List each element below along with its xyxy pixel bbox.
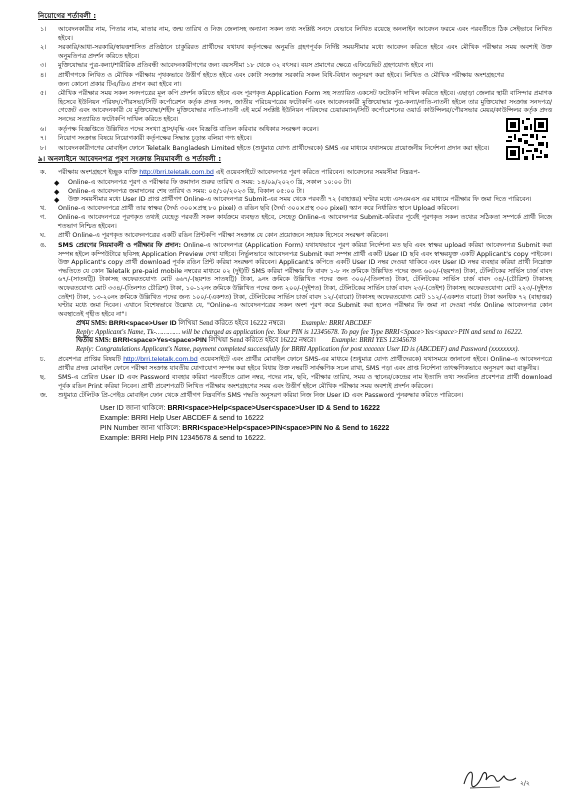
condition-item: ৫। মৌখিক পরীক্ষার সময় সকল সনদপত্রের মূল কপি প্রদর্শন করিতে হইবে এবং পূরণকৃত Application Form সহ সত্যায়িত একসেট ফটোকপি দাখিল করিতে হইবে। এছাড়া জেলার স্থায়ী বাসিন্দার প্রমাণক হিসেবে ইউনিয়ন পরিষদ/পৌরসভা/সিটি কর্পোরেশন কর্তৃক প্রদত্ত সনদ, জাতীয় পরিচয়পত্রের ফটোকপি এবং আবেদনকারী মুক্তিযোদ্ধার পুত্র-কন্যা/নাতি-নাতনী হইলে তার মুক্তিযোদ্ধা সংক্রান্ত সনদপত্র/গেজেট এবং আবেদনকারী যে মুক্তিযোদ্ধা/শহীদ মুক্তিযোদ্ধার নাতি-নাতনী এই মর্মে সংশ্লিষ্ট ইউনিয়ন পরিষদের চেয়ারম্যান/সিটি কর্পোরেশনের ওয়ার্ড কাউন্সিলর/পৌরসভার মেয়র/কাউন্সিলর কর্তৃক প্রদত্ত সনদের সত্যায়িত ফটোকপি দাখিল করিতে হইবে।: [40, 90, 552, 123]
condition-item: ৩। মুক্তিযোদ্ধার পুত্র-কন্যা/শারীরিক প্রতিবন্ধী আবেদনকারীগণের জন্য বয়সসীমা ১৮ থেকে ৩২ বৎসর। বয়স প্রমাণের ক্ষেত্রে এফিডেভিট গ্রহণযোগ্য হইবে না।: [40, 62, 434, 70]
first-sms: প্রথম SMS: BRRI<space>User ID লিখিয়া Send করিতে হইবে 16222 নম্বরে। Example: BRRI ABCDEF: [76, 320, 372, 328]
online-item-ga: গ. Online-এ আবেদনপত্রে পূরণকৃত তথ্যই যেহেতু পরবর্তী সকল কার্যক্রমে ব্যবহৃত হইবে, সেহেতু Online-এ আবেদনপত্র Submit-করিবার পূর্বেই পূরণকৃত সকল তথ্যের সঠিকতা সম্পর্কে প্রার্থী নিজে শতভাগ নিশ্চিত হইবেন।: [40, 214, 552, 230]
signature: [460, 764, 520, 792]
condition-item: ১। আবেদনকারীর নাম, পিতার নাম, মাতার নাম, জন্ম তারিখ ও নিজ জেলাসহ অন্যান্য সকল তথ্য সংশ্লিষ্ট সনদে যেভাবে লিখিত রয়েছে অনলাইন আবেদন ফরমে এবং পরবর্তীতে ঠিক সেইভাবে লিখিত হইবে।: [40, 26, 552, 42]
online-item-uma: ঙ. SMS প্রেরণের নিয়মাবলী ও পরীক্ষার ফি প্রদান: Online-এ আবেদনপত্র (Application Form) যথাযথভাবে পূরণ করিয়া নির্দেশনা মত ছবি এবং স্বাক্ষর upload করিয়া আবেদনপত্র Submit করা সম্পন্ন হইলে কম্পিউটারে ছবিসহ Application Preview দেখা যাইবে। নির্ভুলভাবে আবেদনপত্র Submit করা সম্পন্ন প্রার্থী একটি User ID ছবি এবং স্বাক্ষরযুক্ত একটি Applicant's copy পাইবেন। উক্ত Applicant's copy প্রার্থী download পূর্বক রঙিন প্রিন্ট করিয়া সংরক্ষণ করিবেন। Applicant's কপিতে একটি User ID নম্বর দেওয়া থাকিবে এবং User ID নম্বর ব্যবহার করিয়া প্রার্থী নিম্নোক্ত পদ্ধতিতে যে কোন Teletalk pre-paid mobile নম্বরের মাধ্যমে ০২ (দুই)টি SMS করিয়া পরীক্ষার ফি বাবদ ১-৮ নং ক্রমিকে উল্লিখিত পদের জন্য ৬০০/-(ছয়শত) টাকা, টেলিটকের সার্ভিস চার্জ বাবদ ৬৭/-(সাতষট্টি) টাকাসহ অফেরতযোগ্য মোট ৬৬৭/-(ছয়শত সাতষট্টি) টাকা, ৯নং ক্রমিকে উল্লিখিত পদের জন্য ৩০০/-(তিনশত) টাকা, টেলিটকের সার্ভিস চার্জ বাবদ ৩৪/-(চৌত্রিশ) টাকাসহ অফেরতযোগ্য মোট ৩৩৪/-(তিনশত চৌত্রিশ) টাকা, ১০-১২নং ক্রমিকে উল্লিখিত পদের জন্য ২০০/-(দুইশত) টাকা, টেলিটকের সার্ভিস চার্জ বাবদ ২৩/-(তেইশ) টাকাসহ অফেরতযোগ্য মোট ২২৩/-(দুইশত তেইশ) টাকা, ১৩-২০নং ক্রমিকে উল্লিখিত পদের জন্য ১০০/-(একশত) টাকা, টেলিটকের সার্ভিস চার্জ বাবদ ১২/-(বারো) টাকাসহ অফেরতযোগ্য মোট ১১২/-(একশত বারো) টাকা অনধিক ৭২ (বাহাত্তর) ঘণ্টার মধ্যে জমা দিবেন। এখানে বিশেষভাবে উল্লেখ্য যে, "Online-এ আবেদনপত্রের সকল অংশ পূরণ করে Submit করা হলেও পরীক্ষার ফি জমা না দেওয়া পর্যন্ত Online আবেদনপত্র কোন অবস্থাতেই গৃহীত হইবে না"।: [40, 242, 552, 318]
online-item-ka: ক. পরীক্ষায় অংশগ্রহণে ইচ্ছুক ব্যক্তি http://brri.teletalk.com.bd এই ওয়েবসাইটে আবেদনপত্র পূরণ করিতে পারিবেন। আবেদনের সময়সীমা নিম্নরূপ-: [40, 169, 420, 177]
online-item-chha: ছ. SMS-এ প্রেরিত User ID এবং Password ব্যবহার করিয়া পরবর্তীতে রোল নম্বর, পদের নাম, ছবি, পরীক্ষার তারিখ, সময় ও স্থানের/কেন্দ্রের নাম ইত্যাদি তথ্য সংবলিত প্রবেশপত্র প্রার্থী download পূর্বক রঙিন Print করিয়া নিবেন। প্রার্থী প্রবেশপত্রটি লিখিত পরীক্ষায় অংশগ্রহণের সময় এবং উত্তীর্ণ হইলে মৌখিক পরীক্ষার সময় অবশ্যই প্রদর্শন করিবেন।: [40, 374, 552, 390]
condition-item: ৪। প্রার্থীগণকে লিখিত ও মৌখিক পরীক্ষায় পৃথকভাবে উত্তীর্ণ হইতে হইবে এবং কোটা সংক্রান্ত সরকারি সকল বিধি-বিধান অনুসরণ করা হইবে। লিখিত ও মৌখিক পরীক্ষায় অংশগ্রহণের জন্য কোনো প্রকার টিএ/ডিএ প্রদান করা হইবে না।: [40, 71, 504, 88]
second-sms-reply: Reply: Congratulations Applicant's Name, payment completed successfully for BRRI Application for post xxxxxxx User ID is (ABCDEF) and Password (xxxxxxxx).: [76, 345, 520, 353]
online-heading: ৯। অনলাইনে আবেদনপত্র পূরণ সংক্রান্ত নিয়মাবলী ও শর্তাবলী :: [38, 154, 222, 164]
second-sms: দ্বিতীয় SMS: BRRI<space>Yes<space>PIN লিখিয়া Send করিতে হইবে 16222 নম্বরে। Example: BRRI YES 12345678: [76, 337, 416, 345]
condition-item: ২। সরকারি/আধা-সরকারি/স্বায়ত্তশাসিত প্রতিষ্ঠানে চাকুরিরত প্রার্থীদের যথাযথ কর্তৃপক্ষের অনুমতি গ্রহণপূর্বক নির্দিষ্ট সময়সীমার মধ্যে আবেদন করিতে হইবে এবং মৌখিক পরীক্ষার সময় অবশ্যই উক্ত অনুমতিপত্র প্রদর্শন করিতে হইবে।: [40, 44, 552, 60]
recovery-line: Example: BRRI Help PIN 12345678 & send to 16222.: [100, 435, 266, 442]
page-number: ২/২: [520, 780, 530, 787]
online-item-gha: ঘ. প্রার্থী Online-এ পূরণকৃত আবেদনপত্রের একটি রঙিন প্রিন্টকপি পরীক্ষা সংক্রান্ত যে কোন প্রয়োজনে সহায়ক হিসেবে সংরক্ষণ করিবেন।: [40, 232, 389, 240]
online-item-kha: খ. Online-এ আবেদনপত্রে প্রার্থী তার স্বাক্ষর (দৈর্ঘ্য ৩০০×প্রস্থ ৮০ pixel) ও রঙিন ছবি (দৈর্ঘ্য ৩০০×প্রস্থ ৩০০ pixel) স্ক্যান করে নির্ধারিত স্থানে Upload করিবেন।: [40, 204, 459, 212]
condition-item: ৬। কর্তৃপক্ষ বিজ্ঞপ্তিতে উল্লিখিত পদের সংখ্যা হ্রাস/বৃদ্ধি এবং বিজ্ঞপ্তি বাতিল করিবার অধিকার সংরক্ষণ করেন।: [40, 125, 319, 133]
bullet-icon: ◆: [54, 178, 60, 187]
first-sms-reply: Reply: Applicant's Name, Tk-………… will be charged as application fee. Your PIN is 12345678. To pay fee Type BRRI<Space>Yes<space>PIN and send to 16222.: [76, 328, 523, 336]
signature-icon: [460, 764, 520, 792]
condition-item: ৭। নিয়োগ সংক্রান্ত বিষয়ে নিয়োগকারী কর্তৃপক্ষের সিদ্ধান্ত চূড়ান্ত বলিয়া গণ্য হইবে।: [40, 135, 252, 143]
recovery-line: Example: BRRI Help User ABCDEF & send to 16222: [100, 415, 264, 422]
conditions-heading: নিয়োগের শর্তাবলী :: [38, 11, 97, 20]
bullet-icon: ◆: [54, 196, 60, 205]
qr-code-icon: [506, 118, 548, 160]
deadline-bullet: ◆ উক্ত সময়সীমার মধ্যে User ID প্রাপ্ত প্রার্থীগণ Online-এ আবেদনপত্র Submit-এর সময় থেকে পরবর্তী ৭২ (বাহাত্তর) ঘণ্টার মধ্যে এসএমএস এর মাধ্যমে পরীক্ষার ফি জমা দিতে পারিবেন।: [54, 196, 532, 205]
recovery-instructions: [36, 404, 552, 444]
online-item-ja: জ. শুধুমাত্র টেলিটক প্রি-পেইড মোবাইল ফোন থেকে প্রার্থীগণ নিম্নবর্ণিত SMS পদ্ধতি অনুসরণ করিয়া নিজ নিজ User ID এবং Password পুনরুদ্ধার করিতে পারিবেন।: [40, 392, 464, 400]
recovery-line: User ID জানা থাকিলে: BRRI<space>Help<space>User<space>User ID & Send to 16222: [100, 405, 380, 412]
teletalk-link[interactable]: http://brri.teletalk.com.bd: [139, 169, 214, 177]
teletalk-link[interactable]: http://brri.teletalk.com.bd: [123, 356, 198, 364]
sms-fee-heading: SMS প্রেরণের নিয়মাবলী ও পরীক্ষার ফি প্রদান:: [58, 242, 181, 250]
qr-code: [506, 118, 548, 160]
conditions-list: [36, 26, 552, 153]
online-item-cha: চ. প্রবেশপত্র প্রাপ্তির বিষয়টি http://brri.teletalk.com.bd ওয়েবসাইটে এবং প্রার্থীর মোবাইল ফোনে SMS-এর মাধ্যমে (শুধুমাত্র যোগ্য প্রার্থীদেরকে) যথাসময়ে জানানো হইবে। Online-এ আবেদনপত্রে প্রার্থীর প্রদত্ত মোবাইল ফোনে পরীক্ষা সংক্রান্ত যাবতীয় যোগাযোগ সম্পন্ন করা হইবে বিধায় উক্ত নম্বরটি সার্বক্ষণিক সচল রাখা, SMS পড়া এবং প্রাপ্ত নির্দেশনা তাৎক্ষণিকভাবে অনুসরণ করা বাঞ্ছনীয়।: [40, 356, 552, 372]
deadline-bullet: ◆ Online-এ আবেদনপত্র পূরণ ও পরীক্ষার ফি জমাদান শুরুর তারিখ ও সময়: ১৪/০৯/২০২৩ খ্রি, সকাল ১০:০০ টা।: [54, 178, 352, 187]
condition-item: ৮। আবেদনকারীগণের মোবাইল ফোনে Teletalk Bangladesh Limited হইতে (শুধুমাত্র যোগ্য প্রার্থীদেরকে) SMS এর মাধ্যমে যথাসময়ে প্রয়োজনীয় নির্দেশনা প্রদান করা হইবে।: [40, 144, 490, 152]
deadline-bullet: ◆ Online-এ আবেদনপত্র জমাদানের শেষ তারিখ ও সময়: ০৫/১০/২০২৩ খ্রি, বিকাল ০৫:০০ টা।: [54, 187, 305, 196]
recovery-line: PIN Number জানা থাকিলে: BRRI<space>Help<space>PIN<space>PIN No & Send to 16222: [100, 425, 390, 432]
bullet-icon: ◆: [54, 187, 60, 196]
